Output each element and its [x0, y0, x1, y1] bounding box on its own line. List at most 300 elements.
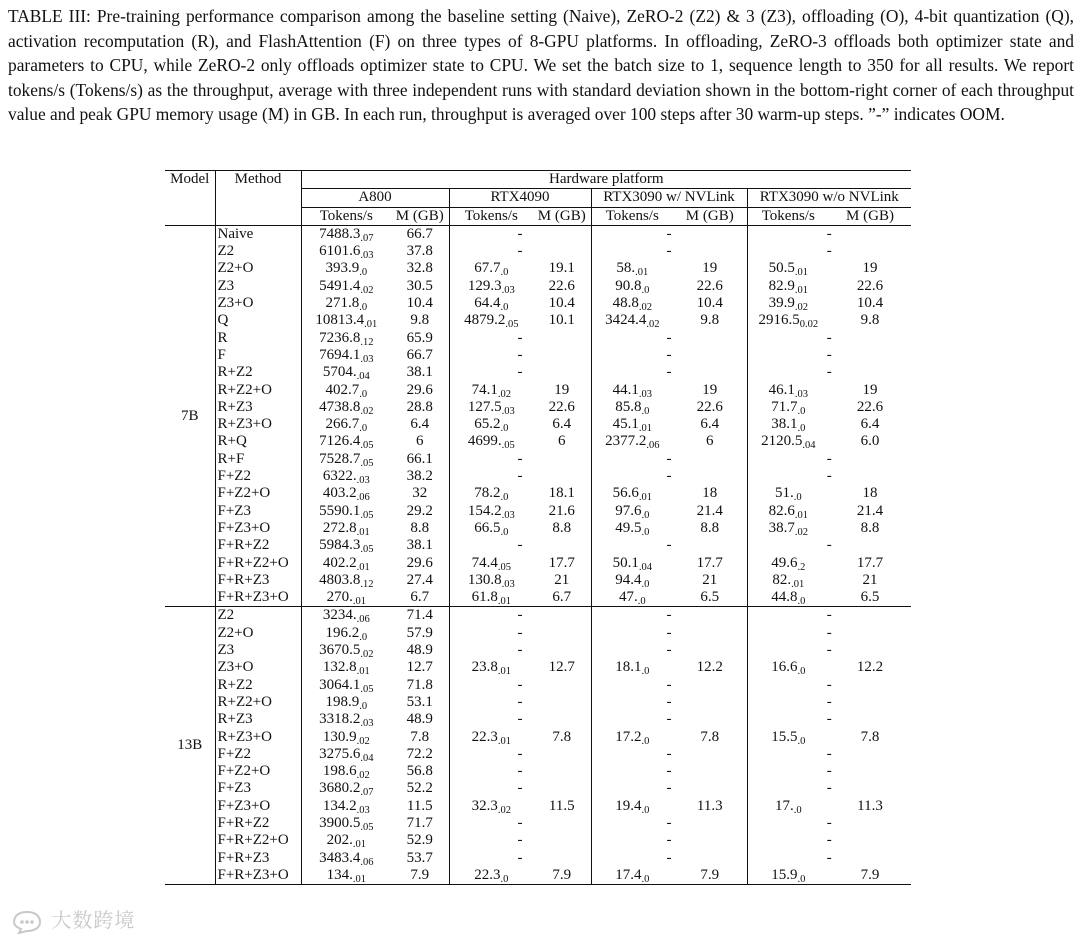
method-cell: F+Z3	[215, 503, 301, 520]
std-dev: .04	[356, 371, 370, 383]
model-cell: 7B	[165, 225, 215, 607]
method-cell: Z3+O	[215, 659, 301, 676]
std-dev: .05	[497, 561, 511, 573]
col-tokens: Tokens/s	[591, 207, 673, 225]
throughput-rtx3090-no-nvlink	[747, 642, 911, 659]
throughput-rtx3090-nvlink	[591, 711, 747, 728]
std-dev: .0	[641, 405, 650, 417]
throughput-value: -	[666, 814, 672, 831]
throughput-value: 85.8	[615, 398, 642, 415]
table-row	[165, 382, 911, 399]
throughput-a800	[301, 798, 391, 815]
std-dev: .03	[794, 388, 808, 400]
chat-bubble-icon	[10, 910, 44, 934]
std-dev: .05	[501, 440, 515, 452]
throughput-value: -	[826, 780, 832, 797]
throughput-rtx4090	[449, 659, 533, 676]
throughput-value: 3318.2	[319, 711, 361, 728]
throughput-value: 127.5	[467, 398, 502, 415]
memory-rtx3090-nvlink: 18	[673, 485, 747, 502]
throughput-value: -	[517, 364, 523, 381]
throughput-value: 198.6	[322, 763, 357, 780]
throughput-rtx4090	[449, 729, 533, 746]
throughput-value: 48.8	[612, 295, 639, 312]
memory-a800: 32	[391, 485, 449, 502]
throughput-value: 7236.8	[319, 329, 361, 346]
std-dev: .04	[360, 752, 374, 764]
table-row	[165, 278, 911, 295]
std-dev: .0	[797, 405, 806, 417]
std-dev: .0	[641, 526, 650, 538]
std-dev: .0	[359, 631, 368, 643]
throughput-value: 134.2	[322, 797, 357, 814]
memory-rtx4090: 12.7	[533, 659, 591, 676]
throughput-value: 49.5	[615, 519, 642, 536]
throughput-rtx3090-nvlink	[591, 677, 747, 694]
throughput-value: 15.5	[771, 728, 798, 745]
throughput-value: 32.3	[471, 797, 498, 814]
memory-rtx3090-nvlink: 9.8	[673, 312, 747, 329]
throughput-value: 129.3	[467, 277, 502, 294]
throughput-value: -	[666, 468, 672, 485]
throughput-value: 74.1	[471, 381, 498, 398]
throughput-value: 45.1	[612, 416, 639, 433]
throughput-rtx3090-nvlink	[591, 243, 747, 260]
throughput-value: -	[517, 676, 523, 693]
throughput-rtx4090	[449, 243, 591, 260]
method-cell: R+Z3+O	[215, 416, 301, 433]
memory-rtx3090-no-nvlink: 6.4	[860, 416, 880, 433]
performance-table	[165, 170, 911, 885]
std-dev: .02	[356, 735, 370, 747]
throughput-a800	[301, 243, 391, 260]
throughput-value: 47.	[618, 589, 638, 606]
throughput-value: 64.4	[474, 295, 501, 312]
throughput-value: 402.2	[322, 554, 357, 571]
throughput-value: 3275.6	[319, 745, 361, 762]
throughput-value: 10813.4	[315, 312, 365, 329]
std-dev: .0	[359, 388, 368, 400]
std-dev: .01	[638, 492, 652, 504]
method-cell: F+R+Z2	[215, 815, 301, 832]
std-dev: .01	[497, 596, 511, 608]
memory-rtx3090-nvlink: 21	[673, 572, 747, 589]
throughput-value: 272.8	[322, 519, 357, 536]
throughput-value: -	[826, 329, 832, 346]
throughput-value: -	[517, 607, 523, 624]
memory-rtx4090: 21.6	[533, 503, 591, 520]
throughput-rtx3090-no-nvlink	[747, 503, 829, 520]
throughput-value: -	[826, 814, 832, 831]
memory-a800: 10.4	[391, 295, 449, 312]
method-cell: R+Z3+O	[215, 729, 301, 746]
memory-rtx3090-nvlink: 7.9	[673, 867, 747, 885]
std-dev: .0	[641, 578, 650, 590]
memory-rtx3090-nvlink: 21.4	[673, 503, 747, 520]
memory-rtx3090-nvlink: 12.2	[673, 659, 747, 676]
table-row	[165, 295, 911, 312]
throughput-value: -	[826, 642, 832, 659]
memory-a800: 66.7	[391, 347, 449, 364]
memory-rtx3090-nvlink: 22.6	[673, 278, 747, 295]
throughput-a800	[301, 815, 391, 832]
std-dev: .01	[794, 509, 808, 521]
memory-a800: 53.7	[391, 850, 449, 867]
throughput-value: 3483.4	[319, 849, 361, 866]
throughput-value: -	[826, 745, 832, 762]
memory-rtx3090-nvlink: 6.4	[673, 416, 747, 433]
throughput-value: 66.5	[474, 519, 501, 536]
throughput-a800	[301, 832, 391, 849]
memory-rtx3090-nvlink: 11.3	[673, 798, 747, 815]
throughput-value: -	[517, 243, 523, 260]
std-dev: .06	[360, 856, 374, 868]
std-dev: .0	[500, 492, 509, 504]
throughput-a800	[301, 746, 391, 763]
throughput-value: 266.7	[325, 416, 360, 433]
std-dev: .0	[359, 302, 368, 314]
std-dev: .0	[641, 804, 650, 816]
throughput-value: 22.3	[471, 728, 498, 745]
throughput-value: -	[517, 624, 523, 641]
throughput-value: -	[517, 745, 523, 762]
method-cell: R+Z2	[215, 677, 301, 694]
memory-a800: 38.1	[391, 364, 449, 381]
throughput-a800	[301, 347, 391, 364]
throughput-rtx3090-nvlink	[591, 364, 747, 381]
throughput-value: 51.	[774, 485, 794, 502]
throughput-rtx3090-nvlink	[591, 815, 747, 832]
memory-rtx4090: 10.1	[533, 312, 591, 329]
throughput-a800	[301, 433, 391, 450]
table-row	[165, 589, 911, 607]
table-row	[165, 763, 911, 780]
throughput-rtx4090	[449, 832, 591, 849]
throughput-value: -	[517, 329, 523, 346]
throughput-rtx4090	[449, 347, 591, 364]
memory-rtx4090: 6.4	[533, 416, 591, 433]
throughput-value: 61.8	[471, 589, 498, 606]
throughput-rtx3090-no-nvlink	[747, 589, 829, 607]
throughput-value: 67.7	[474, 260, 501, 277]
platform-a800: A800	[301, 189, 449, 207]
throughput-value: 132.8	[322, 659, 357, 676]
std-dev: .0	[500, 526, 509, 538]
throughput-value: -	[517, 849, 523, 866]
throughput-value: 130.9	[322, 728, 357, 745]
memory-a800: 29.6	[391, 382, 449, 399]
throughput-value: 50.1	[612, 554, 639, 571]
memory-a800: 72.2	[391, 746, 449, 763]
throughput-rtx3090-nvlink	[591, 295, 673, 312]
throughput-value: -	[826, 346, 832, 363]
memory-a800: 27.4	[391, 572, 449, 589]
throughput-value: 18.1	[615, 659, 642, 676]
std-dev: .03	[638, 388, 652, 400]
method-cell: R+Z2+O	[215, 382, 301, 399]
table-row	[165, 555, 911, 572]
throughput-value: -	[826, 468, 832, 485]
throughput-rtx3090-nvlink	[591, 382, 673, 399]
throughput-value: -	[517, 450, 523, 467]
throughput-value: -	[666, 745, 672, 762]
std-dev: .0	[359, 700, 368, 712]
throughput-rtx3090-no-nvlink	[747, 537, 911, 554]
table-row	[165, 746, 911, 763]
memory-rtx3090-no-nvlink: 12.2	[856, 659, 884, 676]
method-cell: Naive	[215, 225, 301, 243]
std-dev: .0	[500, 302, 509, 314]
throughput-a800	[301, 295, 391, 312]
watermark-text: 大数跨境	[51, 908, 136, 932]
std-dev: .02	[794, 526, 808, 538]
throughput-a800	[301, 451, 391, 468]
throughput-value: -	[666, 763, 672, 780]
memory-rtx4090: 18.1	[533, 485, 591, 502]
throughput-rtx3090-nvlink	[591, 798, 673, 815]
method-cell: R	[215, 330, 301, 347]
throughput-value: -	[666, 225, 672, 242]
throughput-value: 270.	[326, 589, 353, 606]
throughput-rtx3090-nvlink	[591, 729, 673, 746]
throughput-rtx3090-no-nvlink	[747, 607, 911, 625]
throughput-value: -	[826, 364, 832, 381]
throughput-value: 6101.6	[319, 243, 361, 260]
throughput-rtx3090-nvlink	[591, 399, 673, 416]
std-dev: .01	[794, 284, 808, 296]
throughput-rtx4090	[449, 711, 591, 728]
throughput-rtx4090	[449, 312, 533, 329]
throughput-value: -	[826, 711, 832, 728]
memory-a800: 66.1	[391, 451, 449, 468]
memory-rtx4090: 6.7	[533, 589, 591, 607]
table-row	[165, 677, 911, 694]
throughput-rtx3090-nvlink	[591, 278, 673, 295]
throughput-rtx4090	[449, 260, 533, 277]
std-dev: .01	[791, 578, 805, 590]
throughput-rtx3090-no-nvlink	[747, 711, 911, 728]
throughput-rtx3090-no-nvlink	[747, 832, 911, 849]
std-dev: .01	[356, 666, 370, 678]
throughput-value: 15.9	[771, 866, 798, 883]
table-row	[165, 850, 911, 867]
throughput-rtx4090	[449, 485, 533, 502]
col-tokens: Tokens/s	[301, 207, 391, 225]
throughput-value: -	[826, 537, 832, 554]
std-dev: .0	[500, 873, 509, 885]
table-row	[165, 729, 911, 746]
std-dev: .03	[501, 405, 515, 417]
std-dev: .02	[646, 319, 660, 331]
method-cell: R+Q	[215, 433, 301, 450]
std-dev: .04	[638, 561, 652, 573]
throughput-value: 7126.4	[319, 433, 361, 450]
throughput-value: 65.2	[474, 416, 501, 433]
throughput-rtx3090-nvlink	[591, 850, 747, 867]
throughput-a800	[301, 260, 391, 277]
throughput-value: -	[826, 225, 832, 242]
throughput-value: 5590.1	[319, 502, 361, 519]
throughput-a800	[301, 589, 391, 607]
memory-a800: 29.6	[391, 555, 449, 572]
method-cell: F+Z3+O	[215, 520, 301, 537]
throughput-value: 5984.3	[319, 537, 361, 554]
throughput-value: -	[517, 693, 523, 710]
throughput-a800	[301, 711, 391, 728]
table-caption: TABLE III: Pre-training performance comparison among the baseline setting (Naive), ZeRO-2 (Z2) & 3 (Z3), offloading (O), 4-bit quantization (Q), activation recomputation (R), and FlashAttention (F) on three types of 8-GPU platforms. In offloading, ZeRO-3 offloads both optimizer state and parameters to CPU, while ZeRO-2 only offloads optimizer state to CPU. We set the batch size to 1, sequence length to 350 for all results. We report tokens/s (Tokens/s) as the throughput, average with three independent runs with standard deviation shown in the bottom-right corner of each throughput value and peak GPU memory usage (M) in GB. In each run, throughput is averaged over 100 steps after 30 warm-up steps. ”-” indicates OOM.	[8, 6, 1074, 125]
throughput-value: 4738.8	[319, 398, 361, 415]
throughput-rtx3090-no-nvlink	[747, 763, 911, 780]
memory-a800: 56.8	[391, 763, 449, 780]
throughput-rtx3090-nvlink	[591, 832, 747, 849]
throughput-a800	[301, 468, 391, 485]
throughput-value: 202.	[326, 832, 353, 849]
throughput-rtx3090-no-nvlink	[747, 347, 911, 364]
throughput-rtx3090-nvlink	[591, 485, 673, 502]
std-dev: .0	[500, 267, 509, 279]
throughput-value: 402.7	[325, 381, 360, 398]
memory-rtx3090-no-nvlink: 11.3	[857, 797, 883, 814]
method-cell: Z3	[215, 642, 301, 659]
throughput-value: 7694.1	[319, 346, 361, 363]
method-cell: F+Z3	[215, 780, 301, 797]
throughput-rtx3090-nvlink	[591, 694, 747, 711]
table-row	[165, 867, 911, 885]
throughput-value: -	[517, 346, 523, 363]
memory-rtx4090: 22.6	[533, 399, 591, 416]
throughput-rtx3090-nvlink	[591, 537, 747, 554]
memory-rtx4090: 19.1	[533, 260, 591, 277]
memory-a800: 7.9	[391, 867, 449, 885]
throughput-rtx3090-no-nvlink	[747, 815, 911, 832]
std-dev: .03	[360, 718, 374, 730]
memory-rtx3090-no-nvlink: 21.4	[856, 502, 884, 519]
throughput-rtx4090	[449, 694, 591, 711]
std-dev: .01	[364, 319, 378, 331]
table-row	[165, 260, 911, 277]
throughput-rtx4090	[449, 555, 533, 572]
std-dev: .03	[360, 250, 374, 262]
throughput-value: 196.2	[325, 624, 360, 641]
throughput-rtx3090-nvlink	[591, 763, 747, 780]
table-row	[165, 485, 911, 502]
throughput-rtx3090-no-nvlink	[747, 416, 829, 433]
memory-rtx3090-nvlink: 7.8	[673, 729, 747, 746]
throughput-a800	[301, 485, 391, 502]
std-dev: .05	[360, 457, 374, 469]
method-cell: Z2+O	[215, 625, 301, 642]
memory-a800: 66.7	[391, 225, 449, 243]
std-dev: .0	[641, 735, 650, 747]
col-tokens: Tokens/s	[449, 207, 533, 225]
col-mem: M (GB)	[673, 207, 747, 225]
throughput-value: -	[826, 607, 832, 624]
std-dev: .0	[793, 804, 802, 816]
throughput-rtx4090	[449, 382, 533, 399]
throughput-rtx3090-no-nvlink	[747, 468, 911, 485]
throughput-rtx3090-no-nvlink	[747, 485, 829, 502]
throughput-value: -	[666, 329, 672, 346]
memory-a800: 38.1	[391, 537, 449, 554]
table-row	[165, 451, 911, 468]
throughput-a800	[301, 729, 391, 746]
throughput-rtx3090-no-nvlink	[747, 520, 829, 537]
table-row	[165, 694, 911, 711]
throughput-a800	[301, 780, 391, 797]
throughput-value: 82.6	[768, 502, 795, 519]
memory-a800: 48.9	[391, 711, 449, 728]
throughput-rtx3090-no-nvlink	[747, 382, 829, 399]
memory-a800: 71.8	[391, 677, 449, 694]
method-cell: F+Z2	[215, 468, 301, 485]
throughput-value: 6322.	[322, 468, 357, 485]
throughput-value: 71.7	[771, 398, 798, 415]
memory-a800: 29.2	[391, 503, 449, 520]
throughput-value: 403.2	[322, 485, 357, 502]
throughput-value: -	[666, 346, 672, 363]
throughput-rtx3090-nvlink	[591, 225, 747, 243]
memory-rtx4090: 22.6	[533, 278, 591, 295]
table-row	[165, 625, 911, 642]
throughput-value: 4699.	[467, 433, 502, 450]
memory-rtx3090-no-nvlink: 7.8	[860, 728, 880, 745]
throughput-value: -	[517, 225, 523, 242]
throughput-value: 44.8	[771, 589, 798, 606]
throughput-value: -	[517, 537, 523, 554]
memory-a800: 38.2	[391, 468, 449, 485]
std-dev: .0	[641, 873, 650, 885]
throughput-a800	[301, 694, 391, 711]
throughput-rtx4090	[449, 607, 591, 625]
memory-rtx3090-no-nvlink: 10.4	[856, 295, 884, 312]
table-row	[165, 659, 911, 676]
throughput-rtx3090-nvlink	[591, 416, 673, 433]
memory-rtx4090: 17.7	[533, 555, 591, 572]
throughput-value: -	[826, 450, 832, 467]
throughput-value: 3424.4	[605, 312, 647, 329]
std-dev: .01	[794, 267, 808, 279]
memory-rtx3090-no-nvlink: 18	[862, 485, 878, 502]
std-dev: .05	[360, 821, 374, 833]
throughput-value: -	[666, 450, 672, 467]
memory-rtx3090-no-nvlink: 19	[862, 381, 878, 398]
throughput-a800	[301, 503, 391, 520]
memory-a800: 7.8	[391, 729, 449, 746]
std-dev: .01	[352, 596, 366, 608]
throughput-value: 393.9	[325, 260, 360, 277]
throughput-value: -	[666, 693, 672, 710]
memory-rtx3090-no-nvlink: 21	[862, 571, 878, 588]
throughput-rtx3090-no-nvlink	[747, 677, 911, 694]
memory-rtx3090-no-nvlink: 7.9	[860, 866, 880, 883]
throughput-value: 3064.1	[319, 676, 361, 693]
throughput-rtx3090-nvlink	[591, 625, 747, 642]
throughput-rtx3090-nvlink	[591, 520, 673, 537]
throughput-value: 58.	[616, 260, 636, 277]
throughput-a800	[301, 867, 391, 885]
memory-a800: 28.8	[391, 399, 449, 416]
std-dev: .01	[635, 267, 649, 279]
std-dev: .01	[638, 423, 652, 435]
throughput-rtx4090	[449, 763, 591, 780]
throughput-value: -	[666, 607, 672, 624]
table-row	[165, 399, 911, 416]
std-dev: 0.02	[799, 319, 819, 331]
std-dev: .01	[352, 873, 366, 885]
throughput-rtx3090-nvlink	[591, 503, 673, 520]
throughput-rtx4090	[449, 677, 591, 694]
throughput-value: -	[666, 676, 672, 693]
